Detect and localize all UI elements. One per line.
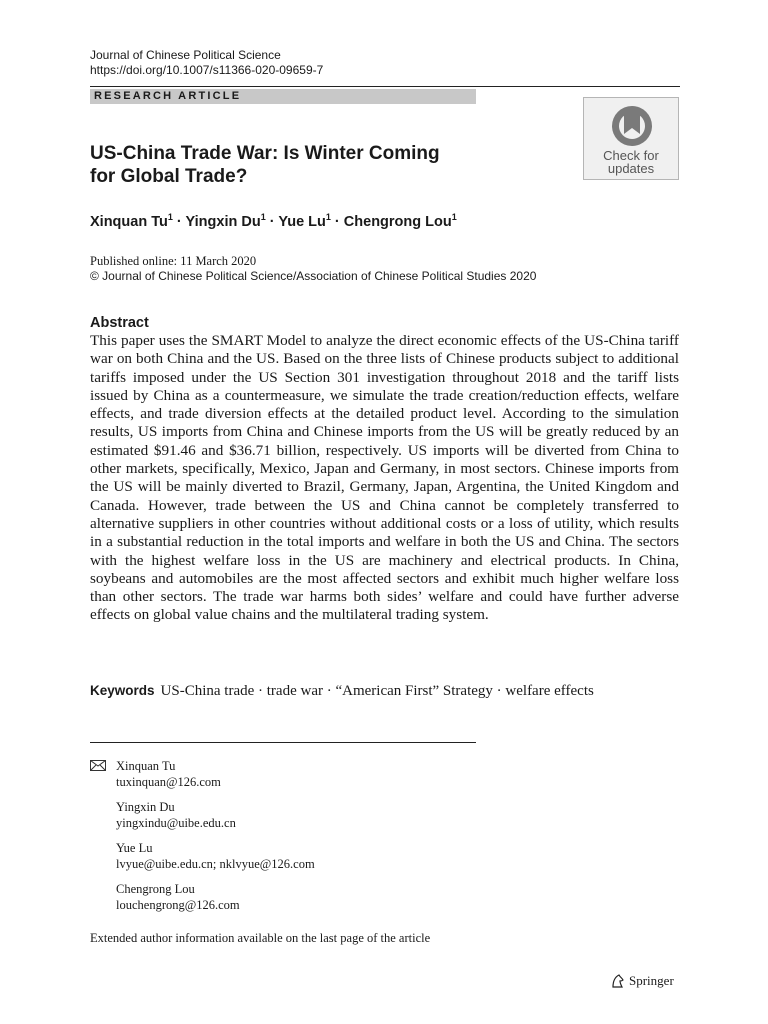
header-rule xyxy=(90,86,680,87)
contact-email[interactable]: yingxindu@uibe.edu.cn xyxy=(116,816,236,830)
author-separator: · xyxy=(265,213,279,230)
author-affiliation: 1 xyxy=(325,212,331,222)
author-affiliation: 1 xyxy=(451,212,457,222)
contact-name: Xinquan Tu xyxy=(116,759,176,773)
contact-entry xyxy=(116,799,315,831)
keywords-label: Keywords xyxy=(90,683,155,698)
publisher-logo xyxy=(610,973,674,989)
badge-line-1: Check for xyxy=(603,148,659,163)
contact-entry xyxy=(116,881,315,913)
keywords-line xyxy=(90,683,594,700)
springer-horse-icon xyxy=(610,973,626,989)
journal-name: Journal of Chinese Political Science xyxy=(90,48,281,62)
contact-entry xyxy=(116,758,315,790)
author-separator: · xyxy=(172,213,186,230)
publisher-name: Springer xyxy=(629,973,674,988)
abstract-text: This paper uses the SMART Model to analyze the direct economic effects of the US-China tariff war on both China and the US. Based on the three lists of Chinese products subject to additional tariffs imposed under the US Section 301 investigation throughout 2018 and the tariff lists issued by China as a countermeasure, we simulate the trade creation/reduction effects, welfare effects, and trade diversion effects at the detailed product level. According to the simulation results, US imports from China and Chinese imports from the US will be greatly reduced by an estimated $91.46 and $36.71 billion, respectively. US imports will be diverted from China to other markets, specifically, Mexico, Japan and Germany, in most sectors. Chinese imports from the US will be mainly diverted to Brazil, Germany, Japan, Argentina, the United Kingdom and Canada. However, trade between the US and China cannot be completely transferred to alternative suppliers in other countries without additional costs or a loss of utility, which results in a substantial reduction in the total imports and welfare in both the US and China. The sectors with the highest welfare loss in the US are machinery and electrical products. In China, soybeans and automobiles are the most affected sectors and exhibit much higher welfare loss than other sectors. The trade war harms both sides’ welfare and could have further adverse effects on global value chains and the multilateral trading system. xyxy=(90,332,679,624)
crossmark-icon xyxy=(610,104,654,148)
contact-name: Yingxin Du xyxy=(116,800,175,814)
contact-name: Chengrong Lou xyxy=(116,882,195,896)
contact-email[interactable]: lvyue@uibe.edu.cn; nklvyue@126.com xyxy=(116,857,315,871)
publication-info xyxy=(90,254,536,284)
author-name[interactable]: Chengrong Lou xyxy=(343,213,452,230)
badge-label xyxy=(584,149,678,175)
check-for-updates-badge[interactable] xyxy=(583,97,679,180)
title-line-1: US-China Trade War: Is Winter Coming xyxy=(90,143,440,164)
published-date: Published online: 11 March 2020 xyxy=(90,254,257,268)
journal-header xyxy=(90,48,323,78)
envelope-icon xyxy=(90,760,106,771)
abstract-heading: Abstract xyxy=(90,315,149,331)
extended-author-info: Extended author information available on the last page of the article xyxy=(90,931,431,945)
copyright-notice: © Journal of Chinese Political Science/Association of Chinese Political Studies 2020 xyxy=(90,269,537,283)
author-name[interactable]: Yue Lu xyxy=(278,213,326,230)
contact-entry xyxy=(116,840,315,872)
contact-email[interactable]: tuxinquan@126.com xyxy=(116,775,221,789)
badge-line-2: updates xyxy=(607,161,655,176)
author-separator: · xyxy=(330,213,344,230)
contact-name: Yue Lu xyxy=(116,841,153,855)
keywords-text: US-China trade · trade war · “American First” Strategy · welfare effects xyxy=(160,683,594,699)
doi-link[interactable]: https://doi.org/10.1007/s11366-020-09659-7 xyxy=(90,63,324,77)
article-type-banner: RESEARCH ARTICLE xyxy=(90,89,476,104)
author-name[interactable]: Xinquan Tu xyxy=(90,213,168,230)
author-name[interactable]: Yingxin Du xyxy=(185,213,261,230)
author-affiliation: 1 xyxy=(260,212,266,222)
title-line-2: for Global Trade? xyxy=(90,166,248,187)
article-title xyxy=(90,142,470,188)
author-affiliation: 1 xyxy=(167,212,173,222)
corresponding-contacts xyxy=(116,758,315,922)
footnote-rule xyxy=(90,742,476,743)
contact-email[interactable]: louchengrong@126.com xyxy=(116,898,240,912)
author-list xyxy=(90,212,457,230)
